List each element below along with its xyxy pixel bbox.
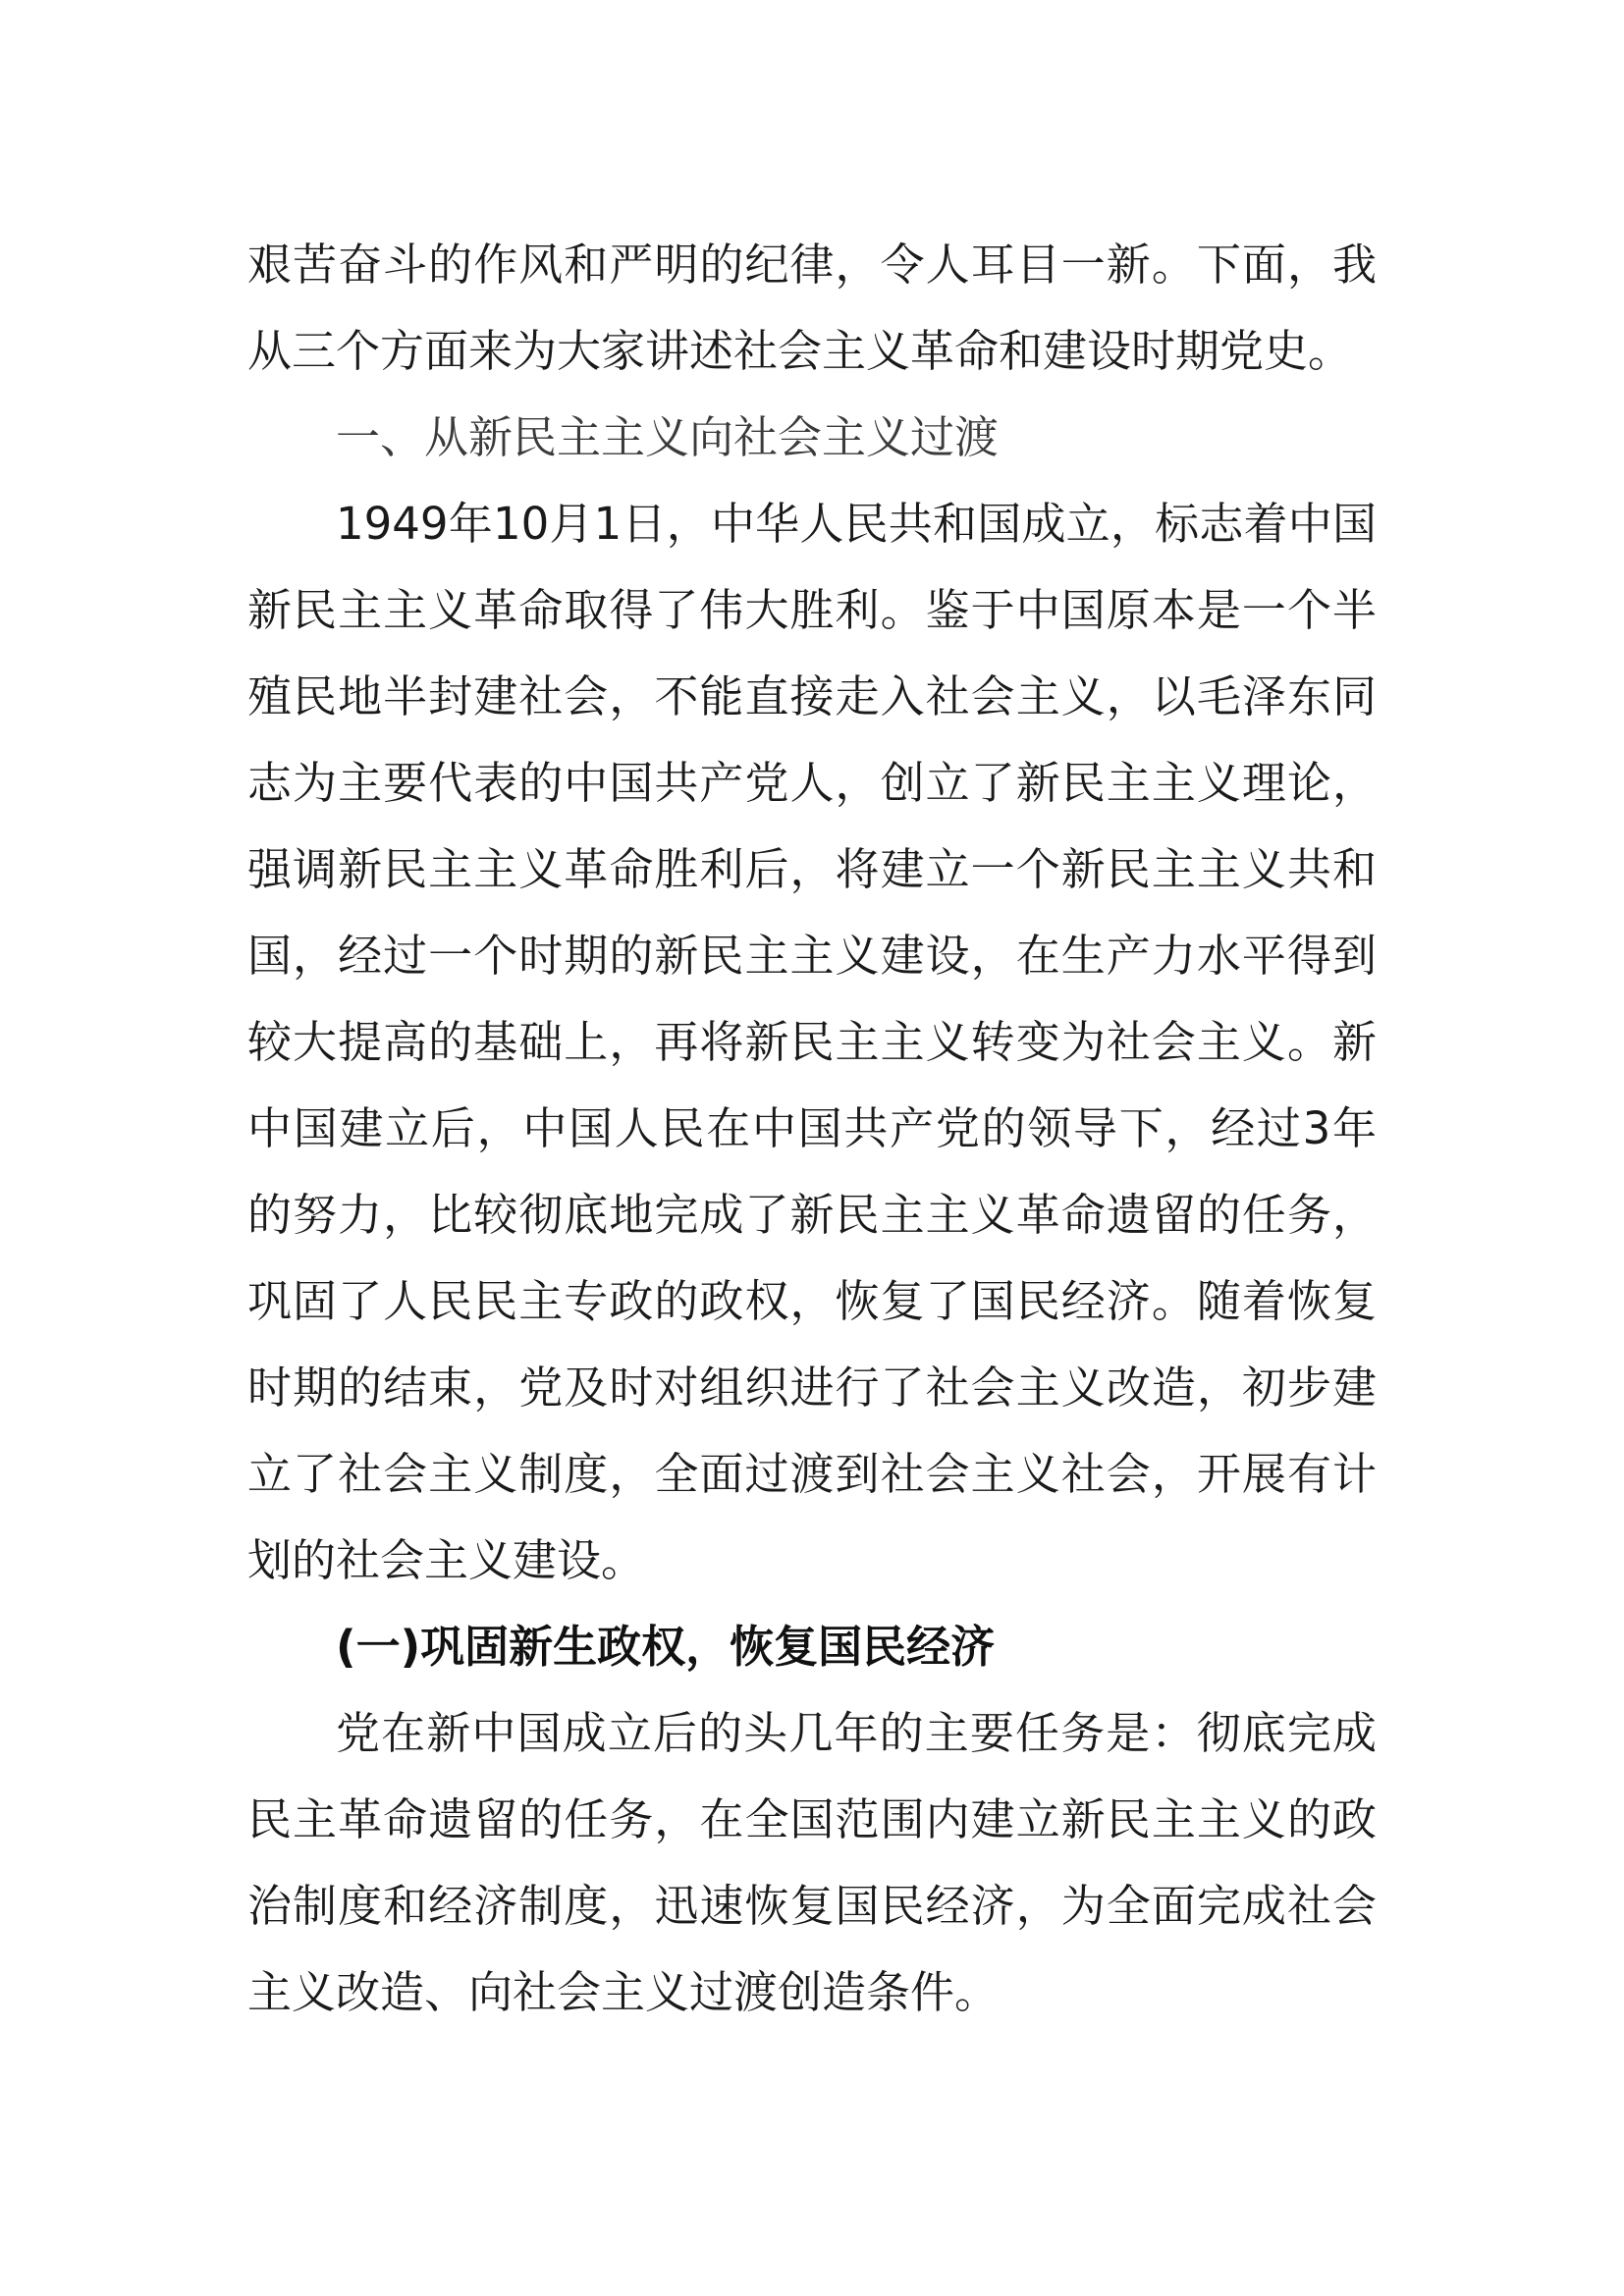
section-heading: 一、从新民主主义向社会主义过渡	[336, 411, 1000, 463]
subsection-heading: (一)巩固新生政权，恢复国民经济	[336, 1621, 996, 1673]
paragraph-founding: 1949年10月1日，中华人民共和国成立，标志着中国新民主主义革命取得了伟大胜利。鉴于中国原本是一个半殖民地半封建社会，不能直接走入社会主义，以毛泽东同志为主要代表的中国共产党人，创立了新民主主义理论，强调新民主主义革命胜利后，将建立一个新民主主义共和国，经过一个时期的新民主主义建设，在生产力水平得到较大提高的基础上，再将新民主主义转变为社会主义。新中国建立后，中国人民在中国共产党的领导下，经过3年的努力，比较彻底地完成了新民主主义革命遗留的任务，巩固了人民民主专政的政权，恢复了国民经济。随着恢复时期的结束，党及时对组织进行了社会主义改造，初步建立了社会主义制度，全面过渡到社会主义社会，开展有计划的社会主义建设。	[247, 498, 1377, 1586]
paragraph-tasks: 党在新中国成立后的头几年的主要任务是：彻底完成民主革命遗留的任务，在全国范围内建立新民主主义的政治制度和经济制度，迅速恢复国民经济，为全面完成社会主义改造、向社会主义过渡创造条件。	[247, 1707, 1377, 2018]
document-body	[247, 222, 1377, 2036]
paragraph-continued: 艰苦奋斗的作风和严明的纪律，令人耳目一新。下面，我从三个方面来为大家讲述社会主义革命和建设时期党史。	[247, 239, 1377, 377]
